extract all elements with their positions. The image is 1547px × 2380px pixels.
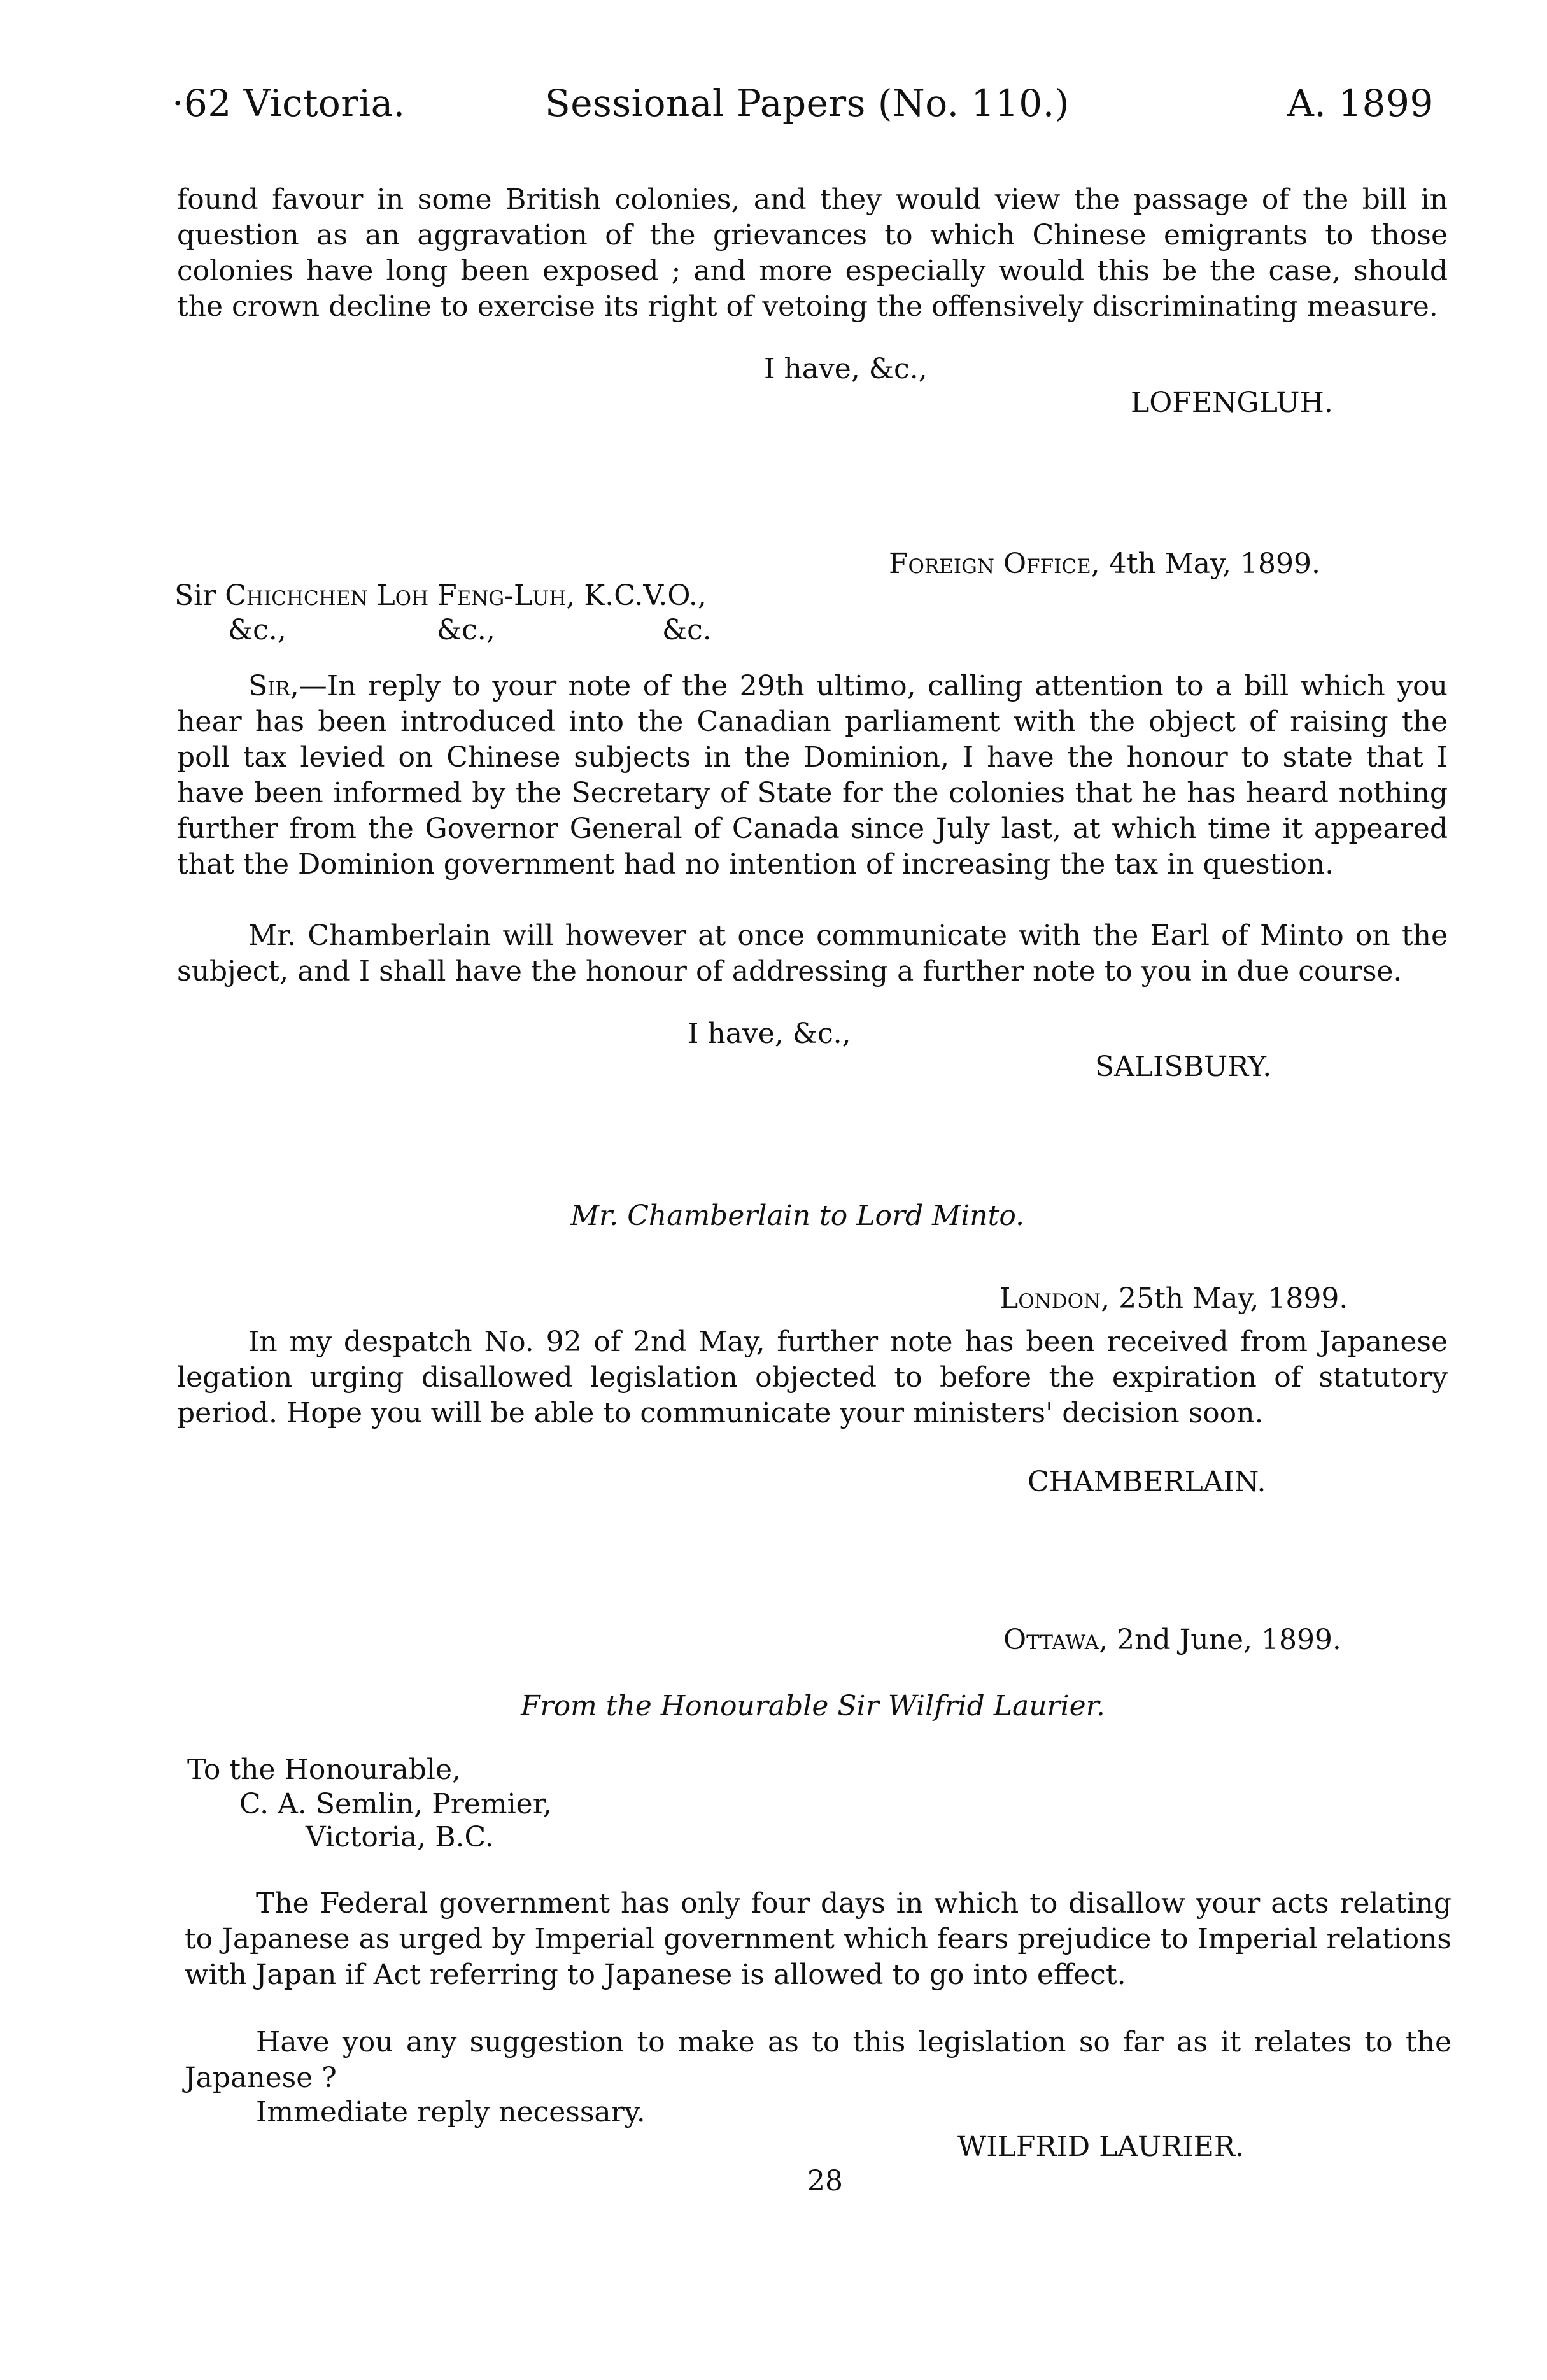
- letter3-body: In my despatch No. 92 of 2nd May, further note has been received from Japanese legation urging disallowed legislation objected to before the expiration of statutory period. Hope you will be able to communicate your ministers' decision soon.: [177, 1326, 1448, 1429]
- letter2-addressee-title: K.C.V.O.,: [584, 579, 707, 612]
- letter2-para2: Mr. Chamberlain will however at once communicate with the Earl of Minto on the subject, and I shall have the honour of addressing a further note to you in due course.: [177, 919, 1448, 988]
- letter2-addressee-name: Chichchen Loh Feng-Luh,: [225, 579, 576, 612]
- letter2-etc-3: &c.: [662, 614, 712, 646]
- letter4-dateline: [1003, 1622, 1341, 1658]
- letter2-etc-2: &c.,: [437, 614, 495, 646]
- letter2-closing: I have, &c.,: [688, 1017, 851, 1050]
- letter4-para1: The Federal government has only four days in which to disallow your acts relating to Japanese as urged by Imperial government which fears prejudice to Imperial relations with Japan if Act referring to Japanese is allowed to go into effect.: [185, 1887, 1452, 1991]
- header-year: A. 1899: [1287, 81, 1434, 125]
- letter4-dateline-date: 2nd June, 1899.: [1117, 1624, 1341, 1656]
- letter2-dateline-place: Foreign Office,: [889, 548, 1100, 580]
- letter2-etc-1: &c.,: [228, 614, 286, 646]
- letter4-heading: From the Honourable Sir Wilfrid Laurier.: [521, 1690, 1105, 1722]
- letter1-signature: LOFENGLUH.: [1131, 386, 1333, 419]
- letter4-addressee-line2: [239, 1787, 552, 1822]
- letter3-dateline-place: London,: [1000, 1282, 1110, 1315]
- letter2-addressee: [174, 578, 707, 614]
- letter2-signature: SALISBURY.: [1095, 1051, 1272, 1083]
- letter2-para1: [177, 669, 1448, 882]
- letter4-para2: Have you any suggestion to make as to this legislation so far as it relates to the Japanese ?: [185, 2026, 1452, 2094]
- letter4-para3: Immediate reply necessary.: [256, 2096, 646, 2129]
- letter4-addressee-title: Premier,: [432, 1788, 552, 1820]
- letter4-addressee-line1: To the Honourable,: [187, 1753, 462, 1786]
- letter3-signature: CHAMBERLAIN.: [1028, 1466, 1266, 1498]
- letter1-closing: I have, &c.,: [764, 353, 928, 385]
- header-title: Sessional Papers (No. 110.): [545, 81, 1070, 125]
- header-session: ·62 Victoria.: [172, 81, 406, 125]
- letter3-heading: Mr. Chamberlain to Lord Minto.: [570, 1200, 1025, 1232]
- letter1-body: found favour in some British colonies, and they would view the passage of the bill in question as an aggravation of the grievances to which Chinese emigrants to those colonies have long been exposed ; and more especially would this be the case, should the crown decline to exercise its right of vetoing the offensively discriminating measure.: [177, 183, 1448, 323]
- letter3-dateline-date: 25th May, 1899.: [1119, 1282, 1348, 1315]
- letter4-addressee-place: Victoria, B.C.: [306, 1821, 494, 1853]
- letter2-dateline-date: 4th May, 1899.: [1108, 548, 1320, 580]
- letter2-salutation: Sir,: [248, 670, 299, 702]
- letter4-dateline-place: Ottawa,: [1003, 1624, 1108, 1656]
- letter4-signature: WILFRID LAURIER.: [957, 2130, 1244, 2163]
- letter2-addressee-prefix: Sir: [174, 579, 216, 612]
- letter3-dateline: [1000, 1281, 1348, 1317]
- page-number: 28: [807, 2165, 843, 2197]
- letter2-dateline: [889, 546, 1320, 582]
- letter4-addressee-name: C. A. Semlin,: [239, 1788, 423, 1820]
- letter2-para1-text: —In reply to your note of the 29th ultimo, calling attention to a bill which you hear has been introduced into the Canadian parliament with the object of raising the poll tax levied on Chinese subjects in the Dominion, I have the honour to state that I have been informed by the Secretary of State for the colonies that he has heard nothing further from the Governor General of Canada since July last, at which time it appeared that the Dominion government had no intention of increasing the tax in question.: [177, 670, 1448, 881]
